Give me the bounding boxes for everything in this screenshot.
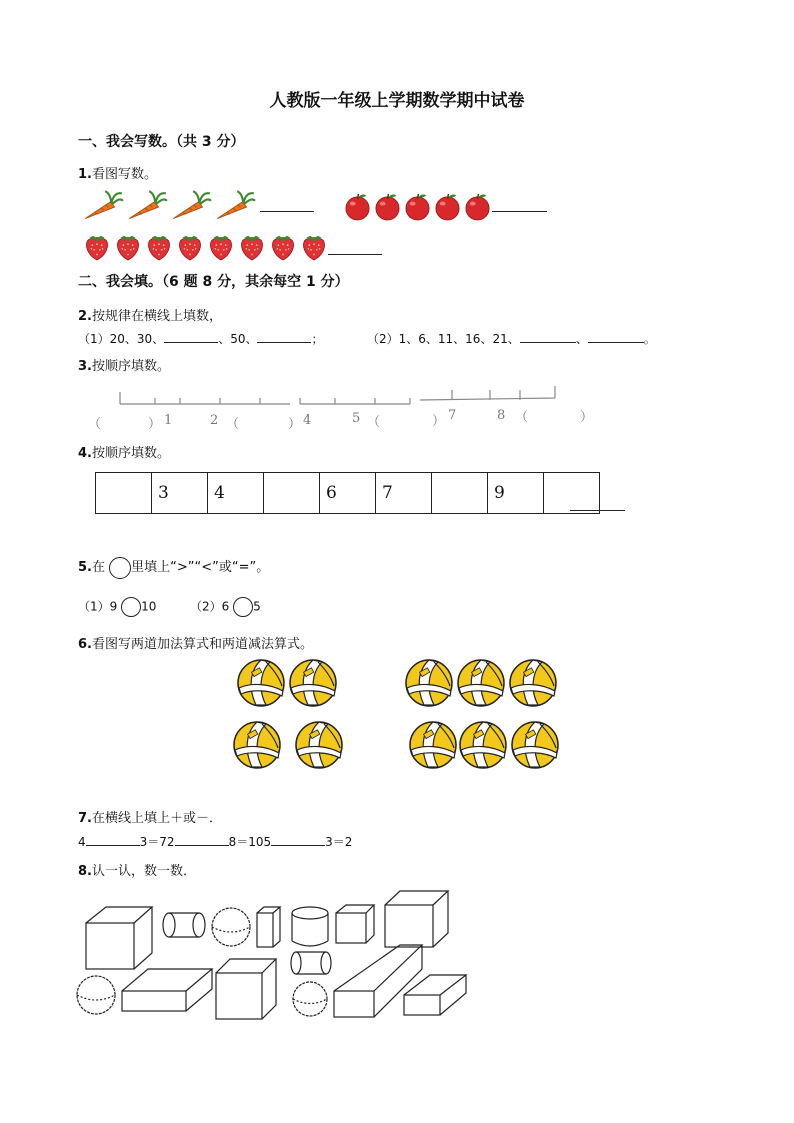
ruler-blank-close-4: ） xyxy=(580,410,594,425)
question-5-number: 5. xyxy=(78,560,92,575)
sequence-cell[interactable] xyxy=(432,473,488,514)
question-8-number: 8. xyxy=(78,864,92,879)
equation-1-left: 4 xyxy=(78,835,86,849)
volleyball-icon xyxy=(404,658,454,708)
equation-2-right: 8＝10 xyxy=(228,835,264,849)
cuboid-shape xyxy=(257,907,280,947)
question-7-equations xyxy=(78,833,352,850)
question-6 xyxy=(78,633,313,652)
item-2-prefix: （2）6 xyxy=(190,599,230,614)
operator-blank-1[interactable] xyxy=(86,833,140,846)
sequence-answer-line[interactable] xyxy=(570,498,625,511)
part-2-prefix: （2）1、6、11、16、21、 xyxy=(367,332,520,346)
ruler-number-2: 2 xyxy=(210,413,219,428)
strawberry-icon xyxy=(145,232,173,262)
carrot-icon xyxy=(126,190,168,222)
ruler-number-8: 8 xyxy=(497,408,506,423)
strawberry-icon xyxy=(83,232,111,262)
ruler-blank-close-1: ） xyxy=(148,417,162,432)
apple-icon xyxy=(373,192,402,221)
cube-shape xyxy=(385,891,448,947)
sequence-cell: 4 xyxy=(208,473,264,514)
strawberry-icon xyxy=(114,232,142,262)
ruler-blank-open-4: （ xyxy=(515,410,529,425)
volleyball-icon xyxy=(236,658,286,708)
ruler-blank-open-3: （ xyxy=(367,415,381,430)
ruler-blank-open-2: （ xyxy=(226,417,240,432)
question-3 xyxy=(78,355,170,374)
question-4-number: 4. xyxy=(78,446,92,461)
strawberry-icon xyxy=(238,232,266,262)
part-1-end: ； xyxy=(311,332,324,346)
question-7-text: 在横线上填上＋或－． xyxy=(91,811,222,826)
sequence-cell: 3 xyxy=(152,473,208,514)
sphere-shape xyxy=(77,976,115,1014)
strawberry-icon xyxy=(300,232,328,262)
part-2-end: 。 xyxy=(643,332,656,346)
part-1-prefix: （1）20、30、 xyxy=(78,332,165,346)
ruler-number-1: 1 xyxy=(164,413,173,428)
question-7 xyxy=(78,807,222,826)
number-sequence-table xyxy=(95,472,600,514)
apple-icon xyxy=(343,192,372,221)
page-title: 人教版一年级上学期数学期中试卷 xyxy=(269,91,525,111)
cube-shape xyxy=(336,905,374,943)
ruler-blank-open-1: （ xyxy=(88,417,102,432)
cube-shape xyxy=(216,959,276,1019)
ruler-number-4: 4 xyxy=(303,413,312,428)
operator-blank-3[interactable] xyxy=(271,833,325,846)
question-2-text: 按规律在横线上填数， xyxy=(91,309,222,324)
question-3-text: 按顺序填数。 xyxy=(91,359,170,374)
item-1-prefix: （1）9 xyxy=(78,599,118,614)
apple-icon xyxy=(433,192,462,221)
question-7-number: 7. xyxy=(78,811,92,826)
volleyball-icon xyxy=(456,658,506,708)
item-1-suffix: 10 xyxy=(141,599,157,614)
volleyball-icon xyxy=(288,658,338,708)
compare-circle-1[interactable] xyxy=(121,597,141,617)
carrot-icon xyxy=(214,190,256,222)
carrot-answer-line[interactable] xyxy=(260,199,314,212)
cuboid-shape xyxy=(404,975,466,1015)
sequence-cell: 6 xyxy=(320,473,376,514)
cylinder-shape xyxy=(163,913,205,937)
ruler-blank-close-2: ） xyxy=(288,417,302,432)
volleyball-icon xyxy=(294,720,344,770)
sphere-shape xyxy=(293,982,327,1016)
compare-circle-2[interactable] xyxy=(233,597,253,617)
sequence-cell: 9 xyxy=(488,473,544,514)
cylinder-shape xyxy=(291,952,331,974)
section-1-heading: 一、我会写数。（共 3 分） xyxy=(78,134,245,150)
sequence-cell: 7 xyxy=(376,473,432,514)
question-1 xyxy=(78,163,157,182)
question-2-number: 2. xyxy=(78,309,92,324)
question-5-suffix: 里填上“>”“<”或“=”。 xyxy=(131,560,270,575)
question-2-part-2 xyxy=(367,330,656,347)
section-2-heading: 二、我会填。（6 题 8 分，其余每空 1 分） xyxy=(78,274,349,290)
question-2 xyxy=(78,305,222,324)
cuboid-shape xyxy=(334,945,422,1017)
shapes-image xyxy=(70,885,480,1025)
number-ruler xyxy=(80,384,580,410)
ruler-number-7: 7 xyxy=(448,408,457,423)
strawberry-icon xyxy=(176,232,204,262)
operator-blank-2[interactable] xyxy=(175,833,229,846)
apple-icon xyxy=(403,192,432,221)
part-2-mid: 、 xyxy=(575,332,588,346)
apple-icon xyxy=(463,192,492,221)
cuboid-shape xyxy=(122,969,212,1011)
strawberry-icon xyxy=(269,232,297,262)
volleyball-icon xyxy=(508,658,558,708)
question-8 xyxy=(78,860,196,879)
part-1-mid: 、50、 xyxy=(218,332,258,346)
question-5-items xyxy=(78,597,261,617)
blank-2-1a[interactable] xyxy=(164,330,218,343)
blank-2-2a[interactable] xyxy=(520,330,576,343)
cylinder-shape xyxy=(292,907,328,946)
question-6-number: 6. xyxy=(78,637,92,652)
volleyball-icon xyxy=(510,720,560,770)
carrot-icon xyxy=(170,190,212,222)
equation-3-left: 5 xyxy=(263,835,272,849)
volleyball-icon xyxy=(458,720,508,770)
question-4 xyxy=(78,442,170,461)
volleyball-image xyxy=(236,658,566,773)
equation-1-right: 3＝7 xyxy=(139,835,167,849)
ruler-number-5: 5 xyxy=(352,411,361,426)
volleyball-icon xyxy=(232,720,282,770)
sequence-cell[interactable] xyxy=(96,473,152,514)
question-8-text: 认一认，数一数． xyxy=(91,864,196,879)
question-4-text: 按顺序填数。 xyxy=(91,446,170,461)
blank-2-2b[interactable] xyxy=(588,330,644,343)
sequence-cell[interactable] xyxy=(264,473,320,514)
question-5 xyxy=(78,556,269,579)
carrot-icon xyxy=(82,190,124,222)
cube-shape xyxy=(86,907,152,969)
question-3-number: 3. xyxy=(78,359,92,374)
strawberry-icon xyxy=(207,232,235,262)
sphere-shape xyxy=(212,908,250,946)
volleyball-icon xyxy=(408,720,458,770)
blank-2-1b[interactable] xyxy=(257,330,311,343)
compare-circle-example xyxy=(109,557,131,579)
ruler-blank-close-3: ） xyxy=(432,414,446,429)
question-6-text: 看图写两道加法算式和两道减法算式。 xyxy=(91,637,313,652)
equation-2-left: 2 xyxy=(166,835,175,849)
question-5-prefix: 在 xyxy=(91,560,105,575)
question-2-part-1 xyxy=(78,330,323,347)
item-2-suffix: 5 xyxy=(253,599,261,614)
strawberry-answer-line[interactable] xyxy=(328,242,382,255)
question-1-text: 看图写数。 xyxy=(91,167,157,182)
apple-answer-line[interactable] xyxy=(492,199,547,212)
question-1-number: 1. xyxy=(78,167,92,182)
equation-3-right: 3＝2 xyxy=(325,835,353,849)
